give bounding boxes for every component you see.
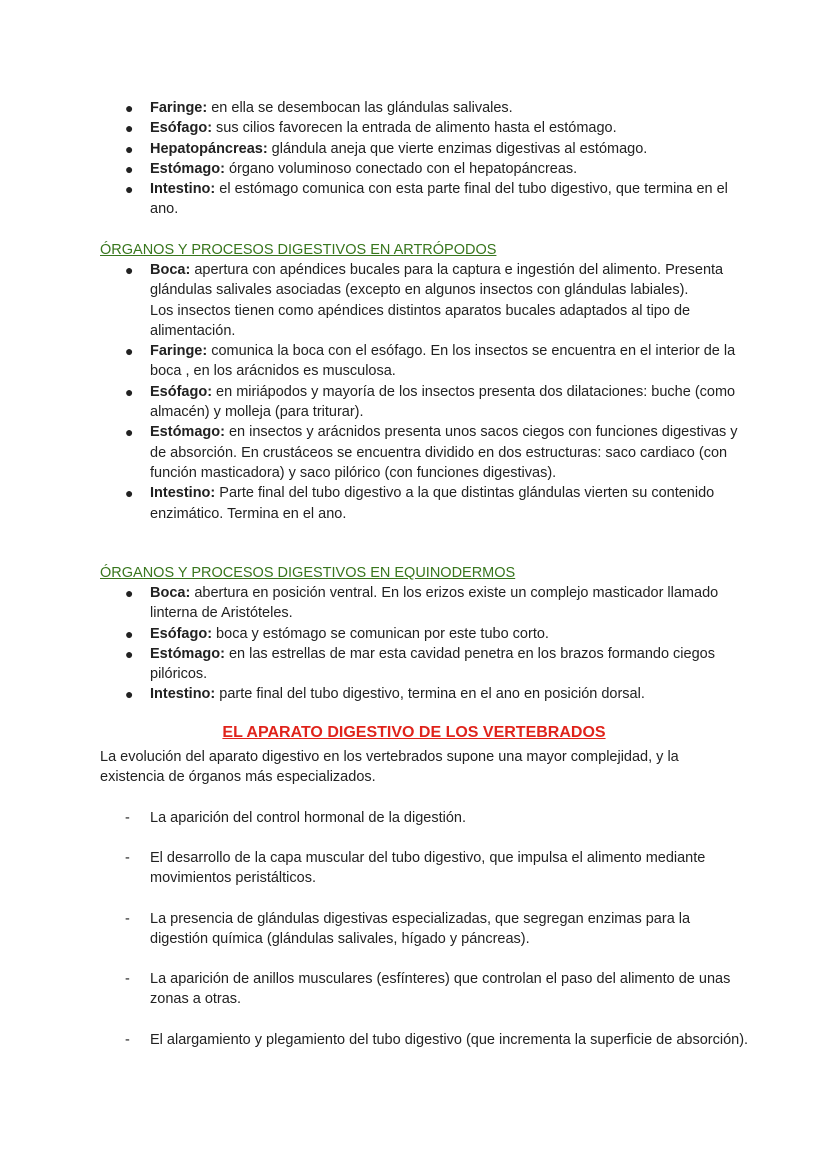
organ-list-equinodermos: [125, 583, 750, 705]
list-item: ● Boca: abertura en posición ventral. En los erizos existe un complejo masticador llamado linterna de Aristóteles.: [125, 585, 719, 622]
list-item: ● Boca: apertura con apéndices bucales para la captura e ingestión del alimento. Presenta glándulas salivales asociadas (excepto en algunos insectos con glándulas labiales). Los insectos tienen como apéndices distintos aparatos bucales adaptados al tipo de alimentación.: [125, 262, 724, 339]
bullet-icon: ●: [125, 686, 134, 703]
bullet-icon: ●: [125, 625, 134, 642]
section-heading-artropodos: ÓRGANOS Y PROCESOS DIGESTIVOS EN ARTRÓPODOS: [100, 242, 497, 258]
intro-paragraph: La evolución del aparato digestivo en los vertebrados supone una mayor complejidad, y la existencia de órganos más especializados.: [100, 749, 679, 786]
dash-marker: -: [125, 810, 130, 826]
list-item: ● Esófago: sus cilios favorecen la entrada de alimento hasta el estómago.: [150, 118, 750, 138]
list-item: ● Esófago: en miriápodos y mayoría de los insectos presenta dos dilataciones: buche (como almacén) y molleja (para triturar).: [125, 383, 736, 421]
list-item: - La presencia de glándulas digestivas especializadas, que segregan enzimas para la digestión química (glándulas salivales, hígado y páncreas).: [125, 911, 691, 948]
bullet-icon: ●: [125, 424, 134, 441]
bullet-icon: ●: [125, 262, 134, 278]
bullet-icon: ●: [125, 100, 134, 116]
section-heading-equinodermos: ÓRGANOS Y PROCESOS DIGESTIVOS EN EQUINODERMOS: [100, 565, 516, 581]
dash-marker: -: [125, 850, 130, 866]
list-item: ● Estómago: órgano voluminoso conectado con el hepatopáncreas.: [150, 159, 750, 179]
dash-marker: -: [125, 1032, 130, 1048]
list-item: ● Intestino: parte final del tubo digestivo, termina en el ano en posición dorsal.: [150, 684, 750, 704]
bullet-icon: ●: [125, 160, 134, 177]
list-item: ● Faringe: comunica la boca con el esófago. En los insectos se encuentra en el interior de la boca , en los arácnidos es musculosa.: [125, 343, 736, 380]
dash-marker: -: [125, 971, 130, 987]
list-item: ● Estómago: en las estrellas de mar esta cavidad penetra en los brazos formando ciegos pilóricos.: [125, 645, 715, 683]
list-item: - El desarrollo de la capa muscular del tubo digestivo, que impulsa el alimento mediante movimientos peristálticos.: [125, 850, 706, 887]
bullet-icon: ●: [125, 120, 134, 137]
bullet-icon: ●: [125, 383, 134, 400]
list-item: - El alargamiento y plegamiento del tubo digestivo (que incrementa la superficie de absorción).: [150, 1030, 750, 1050]
list-item: - La aparición de anillos musculares (esfínteres) que controlan el paso del alimento de unas zonas a otras.: [125, 971, 731, 1008]
list-item: ● Intestino: el estómago comunica con esta parte final del tubo digestivo, que termina en el ano.: [125, 181, 728, 218]
list-item: ● Intestino: Parte final del tubo digestivo a la que distintas glándulas vierten su contenido enzimático. Termina en el ano.: [125, 485, 715, 522]
bullet-icon: ●: [125, 485, 134, 502]
organ-list-artropodos: [125, 260, 750, 524]
list-item: ● Faringe: en ella se desembocan las glándulas salivales.: [150, 98, 750, 118]
bullet-icon: ●: [125, 585, 134, 601]
list-item: ● Estómago: en insectos y arácnidos presenta unos sacos ciegos con funciones digestivas y de absorción. En crustáceos se encuentra dividido en dos estructuras: saco cardiaco (con función masticadora) y saco pilórico (con funciones digestivas).: [125, 424, 738, 481]
list-item: - La aparición del control hormonal de la digestión.: [150, 808, 750, 828]
dash-marker: -: [125, 911, 130, 927]
bullet-icon: ●: [125, 343, 134, 360]
main-heading-vertebrados: EL APARATO DIGESTIVO DE LOS VERTEBRADOS: [222, 724, 606, 741]
list-item: ● Esófago: boca y estómago se comunican por este tubo corto.: [150, 624, 750, 644]
bullet-icon: ●: [125, 140, 134, 157]
organ-list-intro: [125, 98, 750, 220]
bullet-icon: ●: [125, 645, 134, 662]
bullet-icon: ●: [125, 181, 134, 198]
list-item: ● Hepatopáncreas: glándula aneja que vierte enzimas digestivas al estómago.: [150, 139, 750, 159]
